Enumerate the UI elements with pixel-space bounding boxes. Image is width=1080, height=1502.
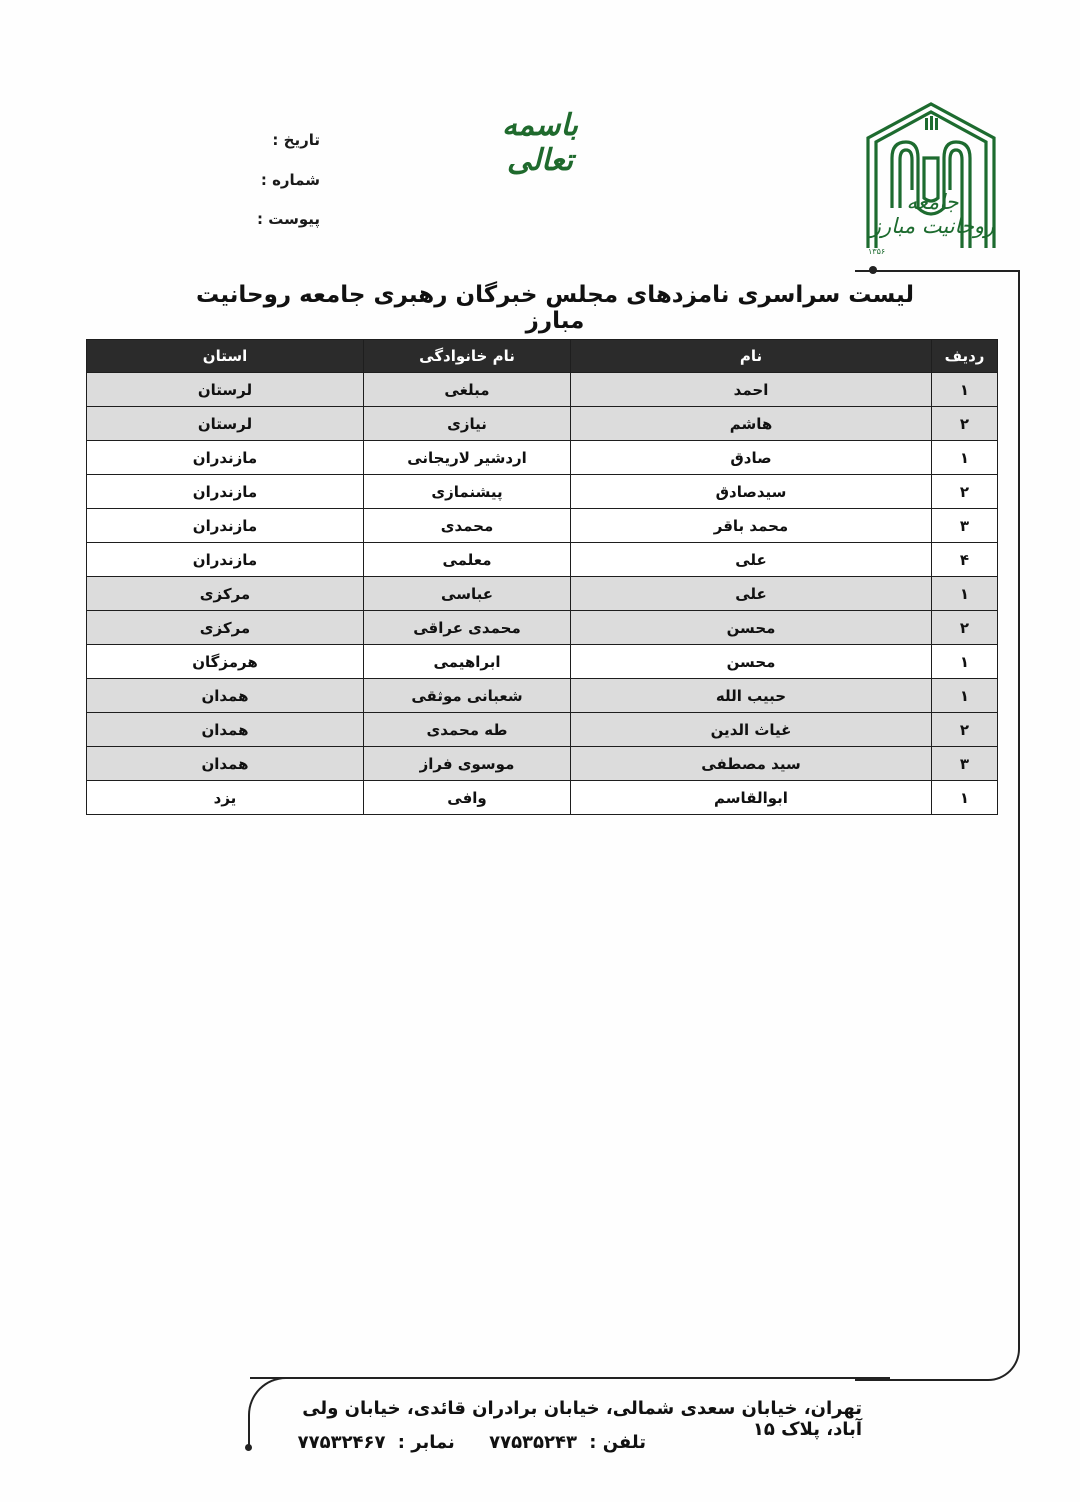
logo-wordmark: جامعه روحانیت مبارز: [870, 190, 995, 238]
table-header-row: [87, 340, 998, 373]
first-name-cell: غیاث الدین: [571, 713, 932, 747]
province-cell: همدان: [87, 713, 364, 747]
first-name-cell: علی: [571, 543, 932, 577]
candidates-table: [86, 339, 998, 815]
table-row: [87, 645, 998, 679]
table-row: [87, 543, 998, 577]
province-cell: لرستان: [87, 407, 364, 441]
first-name-cell: احمد: [571, 373, 932, 407]
table-row: [87, 577, 998, 611]
first-name-cell: علی: [571, 577, 932, 611]
phone-number: ۷۷۵۳۵۲۴۳: [489, 1432, 577, 1453]
province-cell: مازندران: [87, 543, 364, 577]
column-header-last-name: نام خانوادگی: [364, 340, 571, 373]
province-cell: مازندران: [87, 509, 364, 543]
phone-label: تلفن :: [589, 1432, 646, 1453]
table-row: [87, 373, 998, 407]
logo-year: ۱۳۵۶: [868, 247, 886, 256]
frame-dot: [869, 266, 877, 274]
row-number: ۱: [932, 577, 998, 611]
table-row: [87, 679, 998, 713]
row-number: ۱: [932, 441, 998, 475]
row-number: ۲: [932, 475, 998, 509]
province-cell: هرمزگان: [87, 645, 364, 679]
row-number: ۱: [932, 373, 998, 407]
column-header-province: استان: [87, 340, 364, 373]
first-name-cell: ابوالقاسم: [571, 781, 932, 815]
attachment-label: پیوست :: [256, 210, 320, 228]
table-row: [87, 611, 998, 645]
first-name-cell: سیدصادق: [571, 475, 932, 509]
last-name-cell: نیازی: [364, 407, 571, 441]
fax-label: نمابر :: [397, 1432, 455, 1453]
last-name-cell: موسوی فراز: [364, 747, 571, 781]
last-name-cell: مبلغی: [364, 373, 571, 407]
row-number: ۴: [932, 543, 998, 577]
last-name-cell: وافی: [364, 781, 571, 815]
last-name-cell: پیشنمازی: [364, 475, 571, 509]
first-name-cell: محسن: [571, 611, 932, 645]
table-row: [87, 475, 998, 509]
last-name-cell: محمدی: [364, 509, 571, 543]
last-name-cell: طه محمدی: [364, 713, 571, 747]
table-row: [87, 781, 998, 815]
row-number: ۱: [932, 679, 998, 713]
footer-contact: [268, 1432, 646, 1453]
column-header-first-name: نام: [571, 340, 932, 373]
row-number: ۳: [932, 747, 998, 781]
number-label: شماره :: [260, 171, 320, 189]
first-name-cell: محسن: [571, 645, 932, 679]
footer-bracket-dot: [245, 1444, 252, 1451]
province-cell: همدان: [87, 747, 364, 781]
table-row: [87, 509, 998, 543]
fax-number: ۷۷۵۳۲۴۶۷: [297, 1432, 386, 1453]
document-title: لیست سراسری نامزدهای مجلس خبرگان رهبری جامعه روحانیت مبارز: [195, 282, 915, 334]
table-row: [87, 407, 998, 441]
province-cell: مرکزی: [87, 577, 364, 611]
first-name-cell: سید مصطفی: [571, 747, 932, 781]
date-label: تاریخ :: [272, 131, 320, 149]
province-cell: مازندران: [87, 475, 364, 509]
province-cell: مازندران: [87, 441, 364, 475]
footer-address: تهران، خیابان سعدی شمالی، خیابان برادران قائدی، خیابان ولی آباد، پلاک ۱۵: [302, 1398, 862, 1440]
table-row: [87, 747, 998, 781]
last-name-cell: ابراهیمی: [364, 645, 571, 679]
frame-bottom-line: [250, 1377, 890, 1379]
mihrab-arch-emblem-icon: [862, 98, 1000, 263]
table-row: [87, 713, 998, 747]
first-name-cell: صادق: [571, 441, 932, 475]
first-name-cell: حبیب الله: [571, 679, 932, 713]
province-cell: مرکزی: [87, 611, 364, 645]
column-header-row-number: ردیف: [932, 340, 998, 373]
last-name-cell: محمدی عراقی: [364, 611, 571, 645]
last-name-cell: معلمی: [364, 543, 571, 577]
province-cell: لرستان: [87, 373, 364, 407]
first-name-cell: هاشم: [571, 407, 932, 441]
province-cell: یزد: [87, 781, 364, 815]
basmala-heading: باسمه تعالی: [501, 108, 579, 178]
row-number: ۳: [932, 509, 998, 543]
last-name-cell: عباسی: [364, 577, 571, 611]
row-number: ۲: [932, 407, 998, 441]
row-number: ۲: [932, 611, 998, 645]
first-name-cell: محمد باقر: [571, 509, 932, 543]
row-number: ۱: [932, 781, 998, 815]
row-number: ۱: [932, 645, 998, 679]
row-number: ۲: [932, 713, 998, 747]
province-cell: همدان: [87, 679, 364, 713]
last-name-cell: اردشیر لاریجانی: [364, 441, 571, 475]
last-name-cell: شعبانی موثقی: [364, 679, 571, 713]
table-row: [87, 441, 998, 475]
